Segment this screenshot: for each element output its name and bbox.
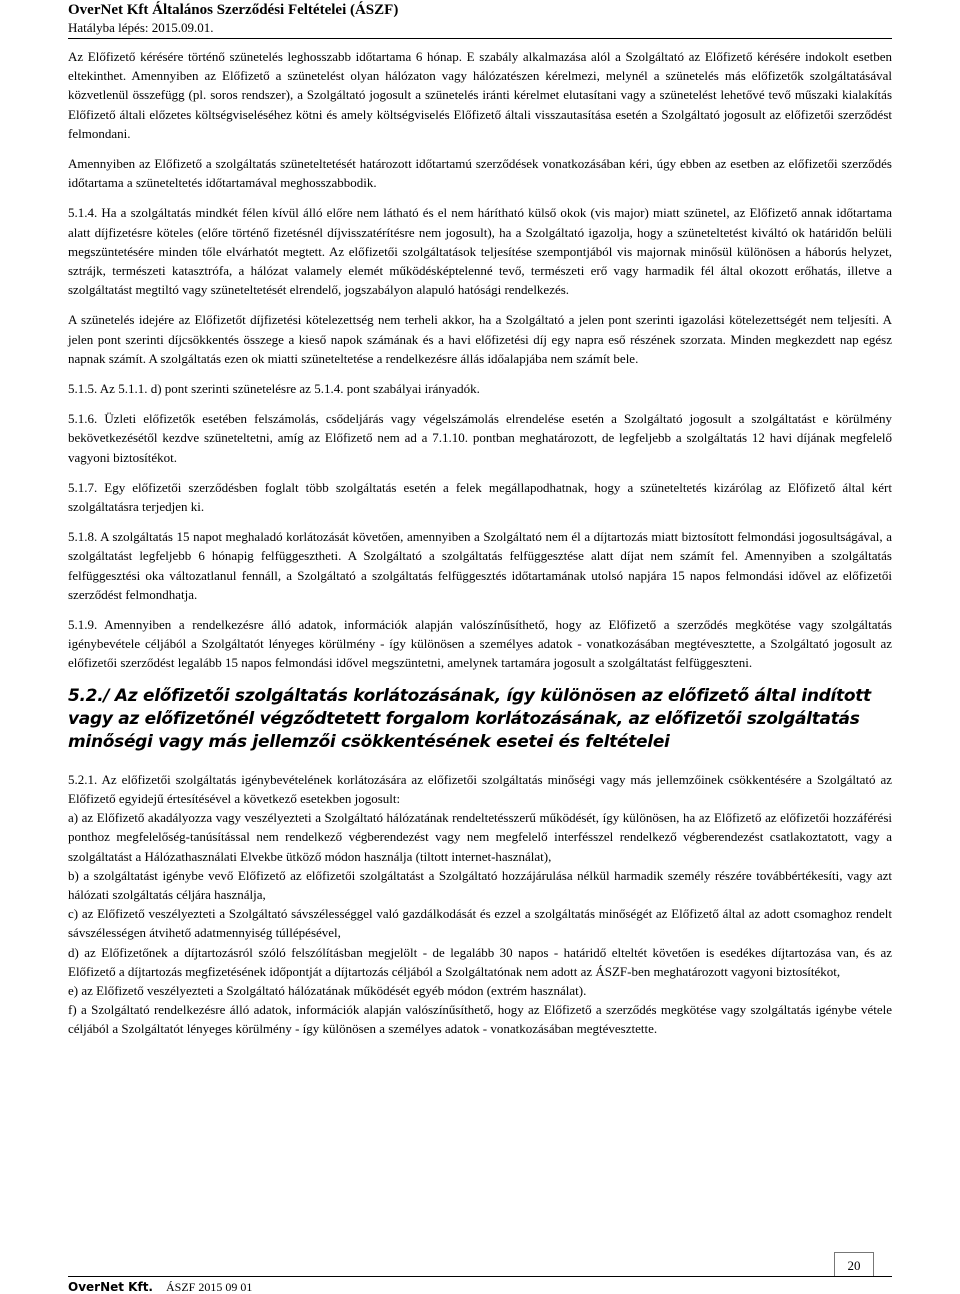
paragraph-5-1-4: 5.1.4. Ha a szolgáltatás mindkét félen kívül álló előre nem látható és el nem hárítható külső okok (vis major) miatt szünetel, az Előfizető annak időtartama alatt díjfizetésre köteles (előre történő fizetésnél díjvisszatérítésre nem jogosult), ha a Szolgáltató igazolja, hogy a szüneteltetést kiváltó ok határidőn belüli megszüntetésére minden tőle elvárhatót megtett. Az előfizetői szolgáltatások teljesítése szempontjából vis majornak minősül különösen a háborús helyzet, sztrájk, természeti katasztrófa, a hálózat valamely elemét működésképtelenné tevő, természeti erő vagy harmadik fél által okozott erőhatás, illetve a szolgáltatást megtiltó vagy szüneteltetését elrendelő, jogszabályon alapuló hatósági rendelkezés. bbox=[68, 205, 892, 298]
paragraph-5-1-5: 5.1.5. Az 5.1.1. d) pont szerinti szünetelésre az 5.1.4. pont szabályai irányadók. bbox=[68, 381, 480, 397]
footer-doc-id: ÁSZF 2015 09 01 bbox=[166, 1280, 253, 1294]
header-effective-date: Hatályba lépés: 2015.09.01. bbox=[68, 20, 214, 35]
document-body bbox=[68, 47, 892, 1039]
list-item-a: a) az Előfizető akadályozza vagy veszélyezteti a Szolgáltató hálózatának rendeltetésszerű működését, így különösen, ha az Előfizető az előfizetői hozzáférési ponthoz megfelelőség-tanúsítással nem rendelkező végberendezést vagy nem megfelelő interfésszel rendelkező végberendezést csatlakoztatott, vagy a szolgáltatást a Hálózathasználati Elvekbe ütköző módon használja (tiltott internet-használat), bbox=[68, 810, 892, 864]
paragraph-5-1-8: 5.1.8. A szolgáltatás 15 napot meghaladó korlátozását követően, amennyiben a Szolgáltató nem él a díjtartozás miatt biztosított felmondási jogosultságával, a szolgáltatást legfeljebb 6 hónapig felfüggesztheti. A Szolgáltató a szolgáltatás felfüggesztése alatt díjat nem számít fel. Amennyiben a szolgáltatás felfüggesztési oka változatlanul fennáll, a Szolgáltató a szolgáltatás felfüggesztés időtartamának utolsó napjára 15 napos felmondási idővel az előfizetői szerződést felmondhatja. bbox=[68, 529, 892, 602]
list-item-d: d) az Előfizetőnek a díjtartozásról szóló felszólításban megjelölt - de legalább 30 napos - határidő elteltét követően is esedékes díjtartozása van, és az Előfizető a díjtartozás megfizetésének időpontját a díjtartozás céljából a Szolgáltatónak nem adott az ÁSZF-ben meghatározott vagyoni biztosítékot, bbox=[68, 944, 892, 979]
section-heading-5-2: 5.2./ Az előfizetői szolgáltatás korlátozásának, így különösen az előfizető által indított vagy az előfizetőnél végződtetett forgalom korlátozásának, az előfizetői szolgáltatás minőségi vagy más jellemzői csökkentésének esetei és feltételei bbox=[68, 685, 871, 752]
header-divider bbox=[68, 38, 892, 39]
paragraph-5-1-7: 5.1.7. Egy előfizetői szerződésben foglalt több szolgáltatás esetén a felek megállapodhatnak, hogy a szüneteltetés kizárólag az Előfizető által kért szolgáltatásra terjedjen ki. bbox=[68, 479, 892, 515]
paragraph-5-1-6: 5.1.6. Üzleti előfizetők esetében felszámolás, csődeljárás vagy végelszámolás elrendelése esetén a Szolgáltató jogosult a szolgáltatást e körülmény bekövetkezésétől kezdve szüneteltetni, amíg az Előfizető nem ad a 7.1.10. pontban meghatározott, de legfeljebb a szolgáltatás 12 havi díjának megfelelő vagyoni biztosítékot. bbox=[68, 411, 892, 465]
paragraph-fixed-term-extension: Amennyiben az Előfizető a szolgáltatás szüneteltetését határozott időtartamú szerződések vonatkozásában kéri, úgy ebben az esetben az előfizetői szerződés időtartama a szüneteltetés időtartamával meghosszabbodik. bbox=[68, 156, 892, 191]
page-footer bbox=[68, 1280, 252, 1294]
list-item-f: f) a Szolgáltató rendelkezésre álló adatok, információk alapján valószínűsíthető, hogy az Előfizető a szerződés megkötése vagy szolgáltatás igénybe vétele céljából a Szolgáltatót lényeges körülmény - így különösen a személyes adatok - vonatkozásában megtévesztette. bbox=[68, 1002, 892, 1037]
header-title: OverNet Kft Általános Szerződési Feltételei (ÁSZF) bbox=[68, 2, 399, 18]
paragraph-fee-exemption: A szünetelés idejére az Előfizetőt díjfizetési kötelezettség nem terheli akkor, ha a Szolgáltató a jelen pont szerinti igazolási kötelezettségét nem teljesíti. A jelen pont szerinti díjcsökkentés összege a kieső napok számának és a havi előfizetési díj egy napra eső részének szorzata. Minden megkezdett nap egész napnak számít. A szolgáltatás ezen ok miatti szüneteltetése a rendelkezésre állás időalapjába nem számít bele. bbox=[68, 312, 892, 366]
footer-divider bbox=[68, 1276, 892, 1277]
list-item-b: b) a szolgáltatást igénybe vevő Előfizető az előfizetői szolgáltatást a Szolgáltató hozzájárulása nélkül harmadik személy részére továbbértékesíti, vagy azt hálózati szolgáltatás céljára használja, bbox=[68, 867, 892, 902]
paragraph-5-1-9: 5.1.9. Amennyiben a rendelkezésre álló adatok, információk alapján valószínűsíthető, hogy az Előfizető a szerződés megkötése vagy szolgáltatás igénybevétele céljából a Szolgáltatót lényeges körülmény - így különösen a személyes adatok - vonatkozásában megtévesztette, a Szolgáltató jogosult az előfizetői szerződést legalább 15 napos felmondási idővel megszüntetni, amelynek tartamára jogosult a szolgáltatást felfüggeszteni. bbox=[68, 617, 892, 671]
list-item-c: c) az Előfizető veszélyezteti a Szolgáltató sávszélességgel való gazdálkodását és ezzel a szolgáltatás minőségét az Előfizető által az adott csomaghoz rendelt sávszélességen átvihető adatmennyiség túllépésével, bbox=[68, 906, 892, 941]
footer-company: OverNet Kft. bbox=[68, 1280, 153, 1294]
paragraph-5-2-1-intro: 5.2.1. Az előfizetői szolgáltatás igénybevételének korlátozására az előfizetői szolgáltatás minőségi vagy más jellemzőinek csökkentésére a Szolgáltató az Előfizető egyidejű értesítésével a következő esetekben jogosult: bbox=[68, 771, 892, 806]
list-item-e: e) az Előfizető veszélyezteti a Szolgáltató hálózatának működését egyéb módon (extrém használat). bbox=[68, 982, 587, 998]
paragraph-suspension-duration: Az Előfizető kérésére történő szünetelés leghosszabb időtartama 6 hónap. E szabály alkalmazása alól a Szolgáltató az Előfizető kérésére indokolt esetben eltekinthet. Amennyiben az Előfizető a szünetelést olyan hálózaton vagy hálózatészen kérelmezi, melynél a szünetelés más előfizetők szolgáltatásával közvetlenül összefügg (pl. soros rendszer), a Szolgáltató jogosult a szünetelés iránti kérelmet elutasítani vagy a szünetelést lehetővé tevő műszaki kialakítás Előfizető általi előzetes költségviseléséhez kötni és amely költségviselés Előfizető általi visszautasítása esetén a Szolgáltató jogosult az előfizetői szerződést felmondani. bbox=[68, 49, 892, 141]
page-header bbox=[68, 0, 892, 36]
page-number: 20 bbox=[834, 1252, 874, 1277]
